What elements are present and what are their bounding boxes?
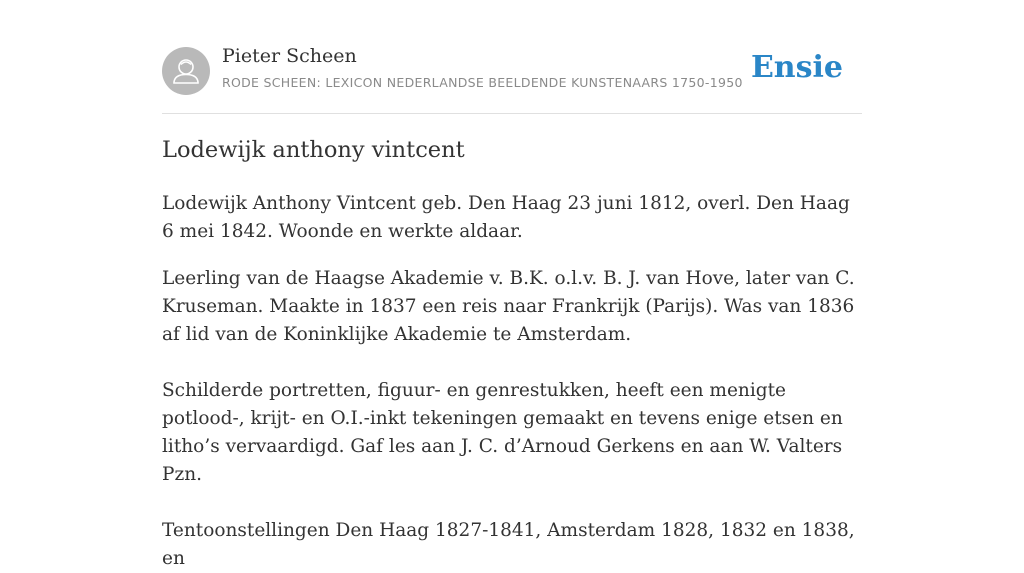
author-name[interactable]: Pieter Scheen: [222, 45, 357, 67]
paragraph: Lodewijk Anthony Vintcent geb. Den Haag 23 juni 1812, overl. Den Haag 6 mei 1842. Woonde en werkte aldaar.: [162, 193, 850, 242]
ensie-logo[interactable]: Ensie: [750, 50, 843, 85]
source-title[interactable]: RODE SCHEEN: LEXICON NEDERLANDSE BEELDENDE KUNSTENAARS 1750-1950: [222, 75, 743, 90]
paragraph: Tentoonstellingen Den Haag 1827-1841, Amsterdam 1828, 1832 en 1838, en: [162, 520, 855, 569]
document-page: [162, 0, 862, 569]
article-header: [162, 0, 862, 114]
paragraph: Schilderde portretten, figuur- en genrestukken, heeft een menigte potlood-, krijt- en O.I.-inkt tekeningen gemaakt en tevens enige etsen en litho’s vervaardigd. Gaf les aan J. C. d’Arnoud Gerkens en aan W. Valters Pzn.: [162, 380, 843, 485]
paragraph: Leerling van de Haagse Akademie v. B.K. o.l.v. B. J. van Hove, later van C. Kruseman. Maakte in 1837 een reis naar Frankrijk (Parijs). Was van 1836 af lid van de Koninklijke Akademie te Amsterdam.: [162, 268, 855, 345]
article-body: [162, 190, 862, 573]
user-icon[interactable]: [162, 47, 210, 95]
page-title: Lodewijk anthony vintcent: [162, 137, 465, 163]
